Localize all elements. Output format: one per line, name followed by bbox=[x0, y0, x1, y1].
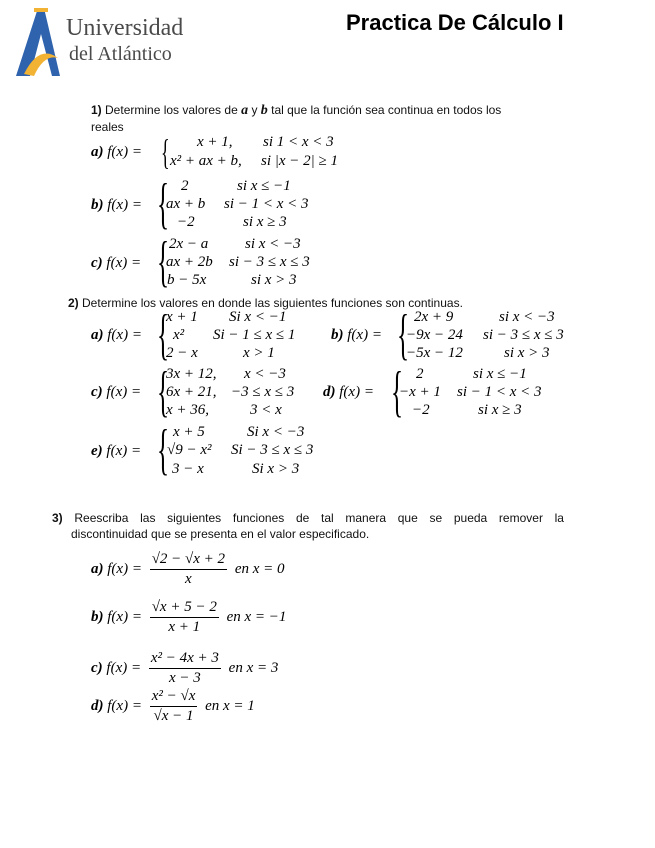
s2-item-e: e) f(x) = { x + 5 Si x < −3 √9 − x² Si − 3 ≤ x ≤ 3 3 − x Si x > 3 bbox=[91, 419, 314, 481]
logo-line2: del Atlántico bbox=[69, 43, 172, 65]
s3-item-b: b) f(x) = $\frac{√x + 5 - 2}{x + 1}$ en x = −1 bbox=[91, 599, 287, 635]
page-title: Practica De Cálculo I bbox=[346, 10, 564, 35]
s2-item-d: d) f(x) = { 2 si x ≤ −1 −x + 1 si − 1 < x < 3 −2 si x ≥ 3 bbox=[323, 361, 542, 423]
s1-item-c: c) f(x) = { 2x − a si x < −3 ax + 2b si − 3 ≤ x ≤ 3 b − 5x si x > 3 bbox=[91, 231, 310, 293]
section1-prompt: 1) Determine los valores de a y b tal que la función sea continua en todos los reales bbox=[91, 103, 502, 134]
university-logo bbox=[14, 4, 184, 80]
section1-number: 1) bbox=[91, 103, 102, 117]
s1-item-a: a) f(x) = { x + 1, si 1 < x < 3 x² + ax + b, si |x − 2| ≥ 1 bbox=[91, 132, 339, 172]
s2-item-c: c) f(x) = { 3x + 12, x < −3 6x + 21, −3 ≤ x ≤ 3 x + 36, 3 < x bbox=[91, 361, 295, 423]
section2-number: 2) bbox=[68, 296, 79, 310]
s2-item-a: a) f(x) = { x + 1 Si x < −1 x² Si − 1 ≤ x ≤ 1 2 − x x > 1 bbox=[91, 304, 296, 366]
section2-prompt: 2) Determine los valores en donde las siguientes funciones son continuas. bbox=[68, 296, 463, 310]
s2-item-b: b) f(x) = { 2x + 9 si x < −3 −9x − 24 si − 3 ≤ x ≤ 3 −5x − 12 si x > 3 bbox=[331, 304, 564, 366]
section3-prompt: 3) Reescriba las siguientes funciones de tal manera que se pueda remover la discontinuidad que se presenta en el valor especificado. bbox=[52, 511, 564, 541]
logo-line1: Universidad bbox=[66, 15, 184, 41]
s3-item-d: d) f(x) = $\frac{\text{x² − √x}}{√x - 1}$ en x = 1 bbox=[91, 688, 255, 724]
s3-item-a: a) f(x) = $\frac{√2 - √x + 2}{x}$ en x = 0 bbox=[91, 551, 285, 587]
s1-item-b: b) f(x) = { 2 si x ≤ −1 ax + b si − 1 < x < 3 −2 si x ≥ 3 bbox=[91, 173, 309, 235]
logo-emblem-icon bbox=[14, 4, 64, 78]
section3-number: 3) bbox=[52, 511, 63, 525]
s3-item-c: c) f(x) = $\frac{\text{x² − 4x + 3}}{x - 3}$ en x = 3 bbox=[91, 650, 279, 686]
